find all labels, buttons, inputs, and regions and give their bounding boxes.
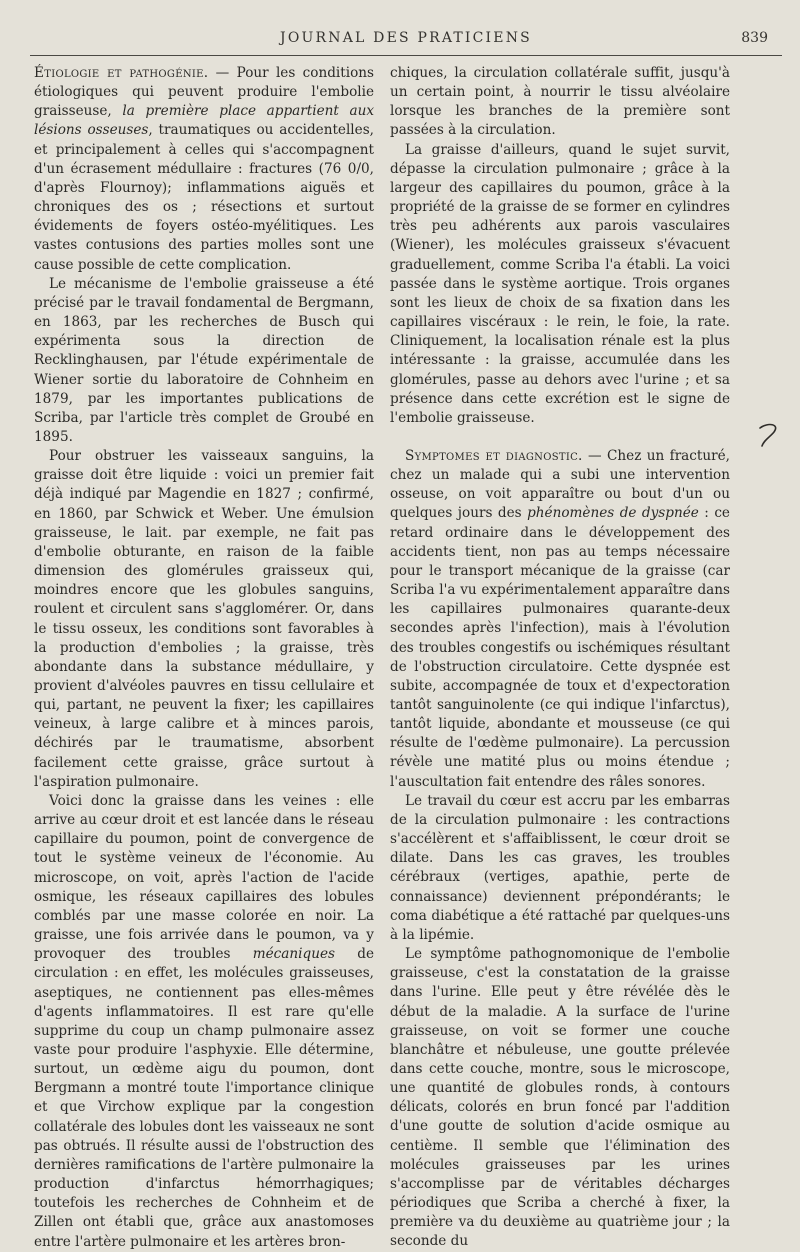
running-header: [30, 27, 782, 53]
voici-text-before: Voici donc la graisse dans les veines : elle arrive au cœur droit et est lancée dans le réseau capillaire du poumon, point de convergence de tout le système veineux de l'économie. Au microscope, on voit, après l'action de l'acide osmique, les réseaux capillaires des lobules comblés par une masse colorée en noir. La graisse, une fois arrivée dans le poumon, va y provoquer des troubles: [34, 792, 374, 963]
paragraph-obstruer: Pour obstruer les vaisseaux sanguins, la graisse doit être liquide : voici un premier fait déjà indiqué par Magendie en 1827 ; confirmé, en 1860, par Schwick et Weber. Une émulsion graisseuse, le lait. par exemple, ne fait pas d'embolie obturante, en raison de la faible dimension des glomérules graisseux qui, moindres encore que les globules sanguins, roulent et circulent sans s'agglomérer. Or, dans le tissu osseux, les conditions sont favorables à la production d'embolies ; la graisse, très abondante dans la substance médullaire, y provient d'alvéoles pauvres en tissu cellulaire et qui, partant, ne peuvent la fixer; les capillaires veineux, à large calibre et à minces parois, déchirés par le traumatisme, absorbent facilement cette graisse, grâce surtout à l'aspiration pulmonaire.: [34, 448, 374, 790]
left-column: [34, 64, 374, 1250]
paragraph-voici: [34, 792, 374, 1252]
paragraph-symptome: Le symptôme pathognomonique de l'embolie graisseuse, c'est la constatation de la graisse dans l'urine. Elle peut y être révélée dès le début de la maladie. A la surface de l'urine graisseuse, on voit se former une couche blanchâtre et nébuleuse, une goutte prélevée dans cette couche, montre, sous le microscope, une quantité de globules ronds, à contours délicats, colorés en brun foncé par l'addition d'une goutte de solution d'acide osmique au centième. Il semble que l'élimination des molécules graisseuses par les urines s'accomplisse par de véritables décharges périodiques que Scriba a cherché à fixer, la première va du deuxième au quatrième jour ; la seconde du: [390, 946, 730, 1250]
journal-title: JOURNAL DES PRATICIENS: [280, 30, 532, 46]
paragraph-etiologie: [34, 64, 374, 275]
paragraph-mecanisme: Le mécanisme de l'embolie graisseuse a été précisé par le travail fondamental de Bergmann, en 1863, par les recherches de Busch qui expérimenta sous la direction de Recklinghausen, par l'étude expérimentale de Wiener sortie du laboratoire de Cohnheim en 1879, par les importantes publications de Scriba, par l'article très complet de Groubé en 1895.: [34, 275, 374, 445]
handwritten-margin-mark: [756, 420, 786, 450]
voici-emphasis: mécaniques: [252, 946, 335, 963]
page-number: 839: [741, 30, 768, 46]
symptomes-emphasis: phénomènes de dyspnée: [527, 505, 699, 522]
symptomes-text-before: — Chez un fracturé, chez un malade qui a subi une intervention osseuse, on voit apparaître ou bout d'un ou quelques jours des: [390, 447, 730, 522]
etiologie-rest-text: , traumatiques ou accidentelles, et principalement à celles qui s'accompagnent d'un écrasement médullaire : fractures (76 0/0, d'après Flournoy); inflammations aiguës et chroniques des os ; résections et surtout évidements de foyers ostéo-myélitiques. Les vastes contusions des parties molles sont une cause possible de cette complication.: [34, 122, 374, 273]
etiologie-emphasis: la première place appartient aux lésions osseuses: [34, 103, 374, 139]
section-heading-symptomes: Symptomes et diagnostic.: [405, 447, 583, 464]
right-column: [390, 64, 730, 1250]
symptomes-text-after: : ce retard ordinaire dans le développement des accidents tient, non pas au temps nécessaire pour le transport mécanique de la graisse (car Scriba l'a vu expérimentalement apparaître dans les capillaires pulmonaires quarante-deux secondes après l'infection), mais à l'évolution des troubles congestifs ou ischémiques résultant de l'obstruction circulatoire. Cette dyspnée est subite, accompagnée de toux et d'expectoration tantôt sanguinolente (ce qui indique l'infarctus), tantôt liquide, abondante et mousseuse (ce qui résulte de l'œdème pulmonaire). La percussion révèle une matité plus ou moins étendue ; l'auscultation fait entendre des râles sonores.: [390, 505, 730, 790]
etiologie-intro-text: — Pour les conditions étiologiques qui peuvent produire l'embolie graisseuse,: [34, 65, 374, 120]
section-heading-etiologie: Étiologie et pathogénie.: [34, 65, 209, 81]
paragraph-symptomes: [390, 447, 730, 792]
paragraph-graisse: La graisse d'ailleurs, quand le sujet survit, dépasse la circulation pulmonaire ; grâce à la largeur des capillaires du poumon, grâce à la propriété de la graisse de se former en cylindres très peu adhérents aux parois vasculaires (Wiener), les molécules graisseux s'évacuent graduellement, comme Scriba l'a établi. La voici passée dans le système aortique. Trois organes sont les lieux de choix de sa fixation dans les capillaires viscéraux : le rein, le foie, la rate. Cliniquement, la localisation rénale est la plus intéressante : la graisse, accumulée dans les glomérules, passe au dehors avec l'urine ; et sa présence dans cette excrétion est le signe de l'embolie graisseuse.: [390, 141, 730, 426]
paragraph-continued: chiques, la circulation collatérale suffit, jusqu'à un certain point, à nourrir le tissu alvéolaire lorsque les branches de la première sont passées à la circulation.: [390, 65, 730, 139]
header-rule: [30, 55, 782, 56]
paragraph-travail: Le travail du cœur est accru par les embarras de la circulation pulmonaire : les contractions s'accélèrent et s'affaiblissent, le cœur droit se dilate. Dans les cas graves, les troubles cérébraux (vertiges, apathie, perte de connaissance) deviennent prépondérants; le coma diabétique a été rattaché par quelques-uns à la lipémie.: [390, 792, 730, 943]
voici-text-after: de circulation : en effet, les molécules graisseuses, aseptiques, ne contiennent pas elles-mêmes d'agents inflammatoires. Il est rare qu'elle supprime du coup un champ pulmonaire assez vaste pour produire l'asphyxie. Elle détermine, surtout, un œdème aigu du poumon, dont Bergmann a montré toute l'importance clinique et que Virchow explique par la congestion collatérale des lobules dont les vaisseaux ne sont pas obtrués. Il résulte aussi de l'obstruction des dernières ramifications de l'artère pulmonaire la production d'infarctus hémorrhagiques; toutefois les recherches de Cohnheim et de Zillen ont établi que, grâce aux anastomoses entre l'artère pulmonaire et les artères bron-: [34, 946, 374, 1250]
